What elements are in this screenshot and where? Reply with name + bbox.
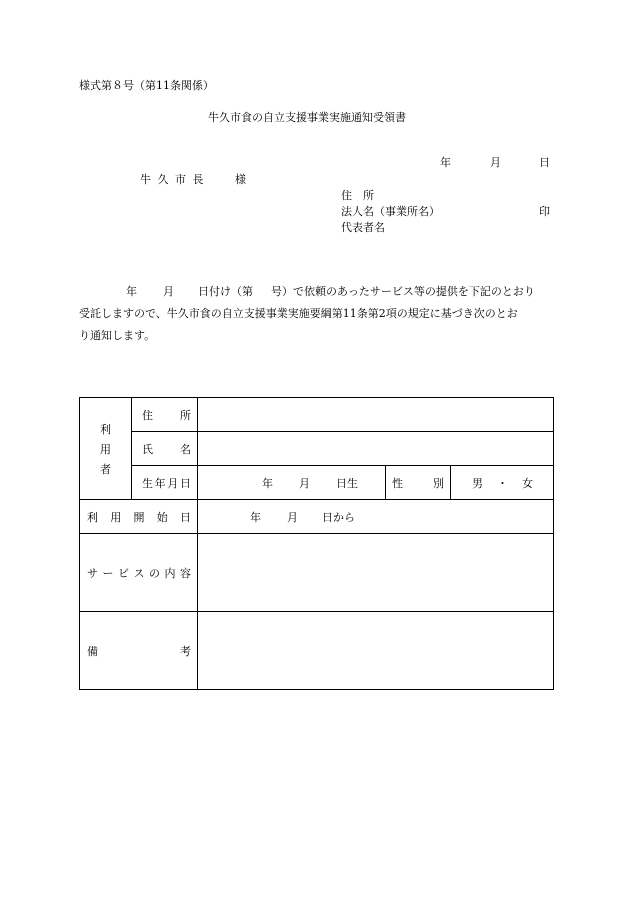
start-label-char: 用 — [110, 510, 122, 524]
body-year: 年 — [126, 285, 137, 298]
name-label-cell — [132, 432, 198, 466]
gender-label-cell — [386, 466, 451, 500]
addressee-honorific: 様 — [235, 173, 246, 186]
gender-value-cell[interactable] — [451, 466, 554, 500]
table-row — [80, 432, 554, 466]
service-label-char: 内 — [164, 566, 176, 580]
user-char: 用 — [100, 442, 111, 456]
dob-label-cell — [132, 466, 198, 500]
start-month: 月 — [287, 510, 298, 524]
address-label-char: 所 — [180, 408, 191, 422]
start-day: 日から — [322, 510, 355, 524]
table-row — [80, 500, 554, 534]
service-label-char: サ — [87, 566, 98, 580]
gender-female[interactable]: 女 — [522, 476, 533, 490]
dob-label-char: 年 — [154, 476, 166, 490]
service-label-char: ビ — [118, 566, 129, 580]
table-row — [80, 398, 554, 432]
service-label-char: の — [149, 566, 160, 580]
body-day-ref: 日付け（第 — [198, 285, 253, 298]
form-number: 様式第８号（第11条関係） — [79, 79, 214, 92]
start-year: 年 — [250, 510, 261, 524]
document-title: 牛久市食の自立支援事業実施通知受領書 — [208, 111, 406, 124]
service-content-label-cell — [80, 534, 198, 612]
address-label-cell — [132, 398, 198, 432]
addressee — [140, 173, 246, 187]
table-row — [80, 612, 554, 690]
remarks-label-cell — [80, 612, 198, 690]
body-month: 月 — [163, 285, 174, 298]
name-label-char: 名 — [180, 442, 191, 456]
start-date-value-cell[interactable] — [198, 500, 554, 534]
remarks-value-cell[interactable] — [198, 612, 554, 690]
dob-label-char: 生 — [142, 476, 153, 490]
remarks-label-char: 備 — [87, 644, 98, 658]
gender-label-char: 別 — [433, 476, 444, 490]
dob-year: 年 — [262, 476, 273, 490]
dob-label-char: 月 — [167, 476, 179, 490]
service-content-value-cell[interactable] — [198, 534, 554, 612]
user-char: 者 — [100, 462, 111, 476]
address-value-cell[interactable] — [198, 398, 554, 432]
gender-label-char: 性 — [392, 476, 403, 490]
body-line-1 — [79, 285, 551, 299]
sender-rep-label: 代表者名 — [341, 221, 385, 234]
start-label-char: 開 — [133, 510, 145, 524]
sender-seal: 印 — [539, 205, 550, 218]
sender-address-label: 住 所 — [341, 189, 374, 202]
user-char: 利 — [100, 422, 111, 436]
date-year: 年 — [440, 156, 451, 169]
date-day: 日 — [539, 156, 550, 169]
addressee-char: 市 — [175, 173, 186, 186]
body-line-3: り通知します。 — [79, 329, 156, 342]
addressee-char: 牛 — [140, 173, 151, 186]
start-label-char: 利 — [87, 510, 98, 524]
dob-month: 月 — [299, 476, 310, 490]
addressee-char: 長 — [192, 173, 204, 186]
dob-day: 日生 — [336, 476, 358, 490]
dob-value-cell[interactable] — [198, 466, 386, 500]
remarks-label-char: 考 — [180, 644, 191, 658]
table-row — [80, 534, 554, 612]
service-label-char: ー — [102, 566, 114, 580]
service-label-char: ス — [133, 566, 145, 580]
gender-male[interactable]: 男 — [472, 476, 483, 490]
name-value-cell[interactable] — [198, 432, 554, 466]
user-label-cell — [80, 398, 132, 500]
dob-label-char: 日 — [179, 476, 191, 490]
start-date-label-cell — [80, 500, 198, 534]
sender-corp-label: 法人名（事業所名） — [341, 205, 440, 218]
address-label-char: 住 — [142, 408, 153, 422]
name-label-char: 氏 — [142, 442, 153, 456]
service-label-char: 容 — [180, 566, 191, 580]
body-line-2: 受託しますので、牛久市食の自立支援事業実施要綱第11条第2項の規定に基づき次のとお — [79, 307, 518, 320]
start-label-char: 始 — [156, 510, 168, 524]
table-row — [80, 466, 554, 500]
gender-separator: ・ — [497, 476, 508, 490]
addressee-char: 久 — [157, 173, 169, 186]
service-table — [79, 397, 554, 690]
body-number: 号）で依頼のあったサービス等の提供を下記のとおり — [271, 285, 535, 298]
date-month: 月 — [490, 156, 501, 169]
start-label-char: 日 — [180, 510, 191, 524]
